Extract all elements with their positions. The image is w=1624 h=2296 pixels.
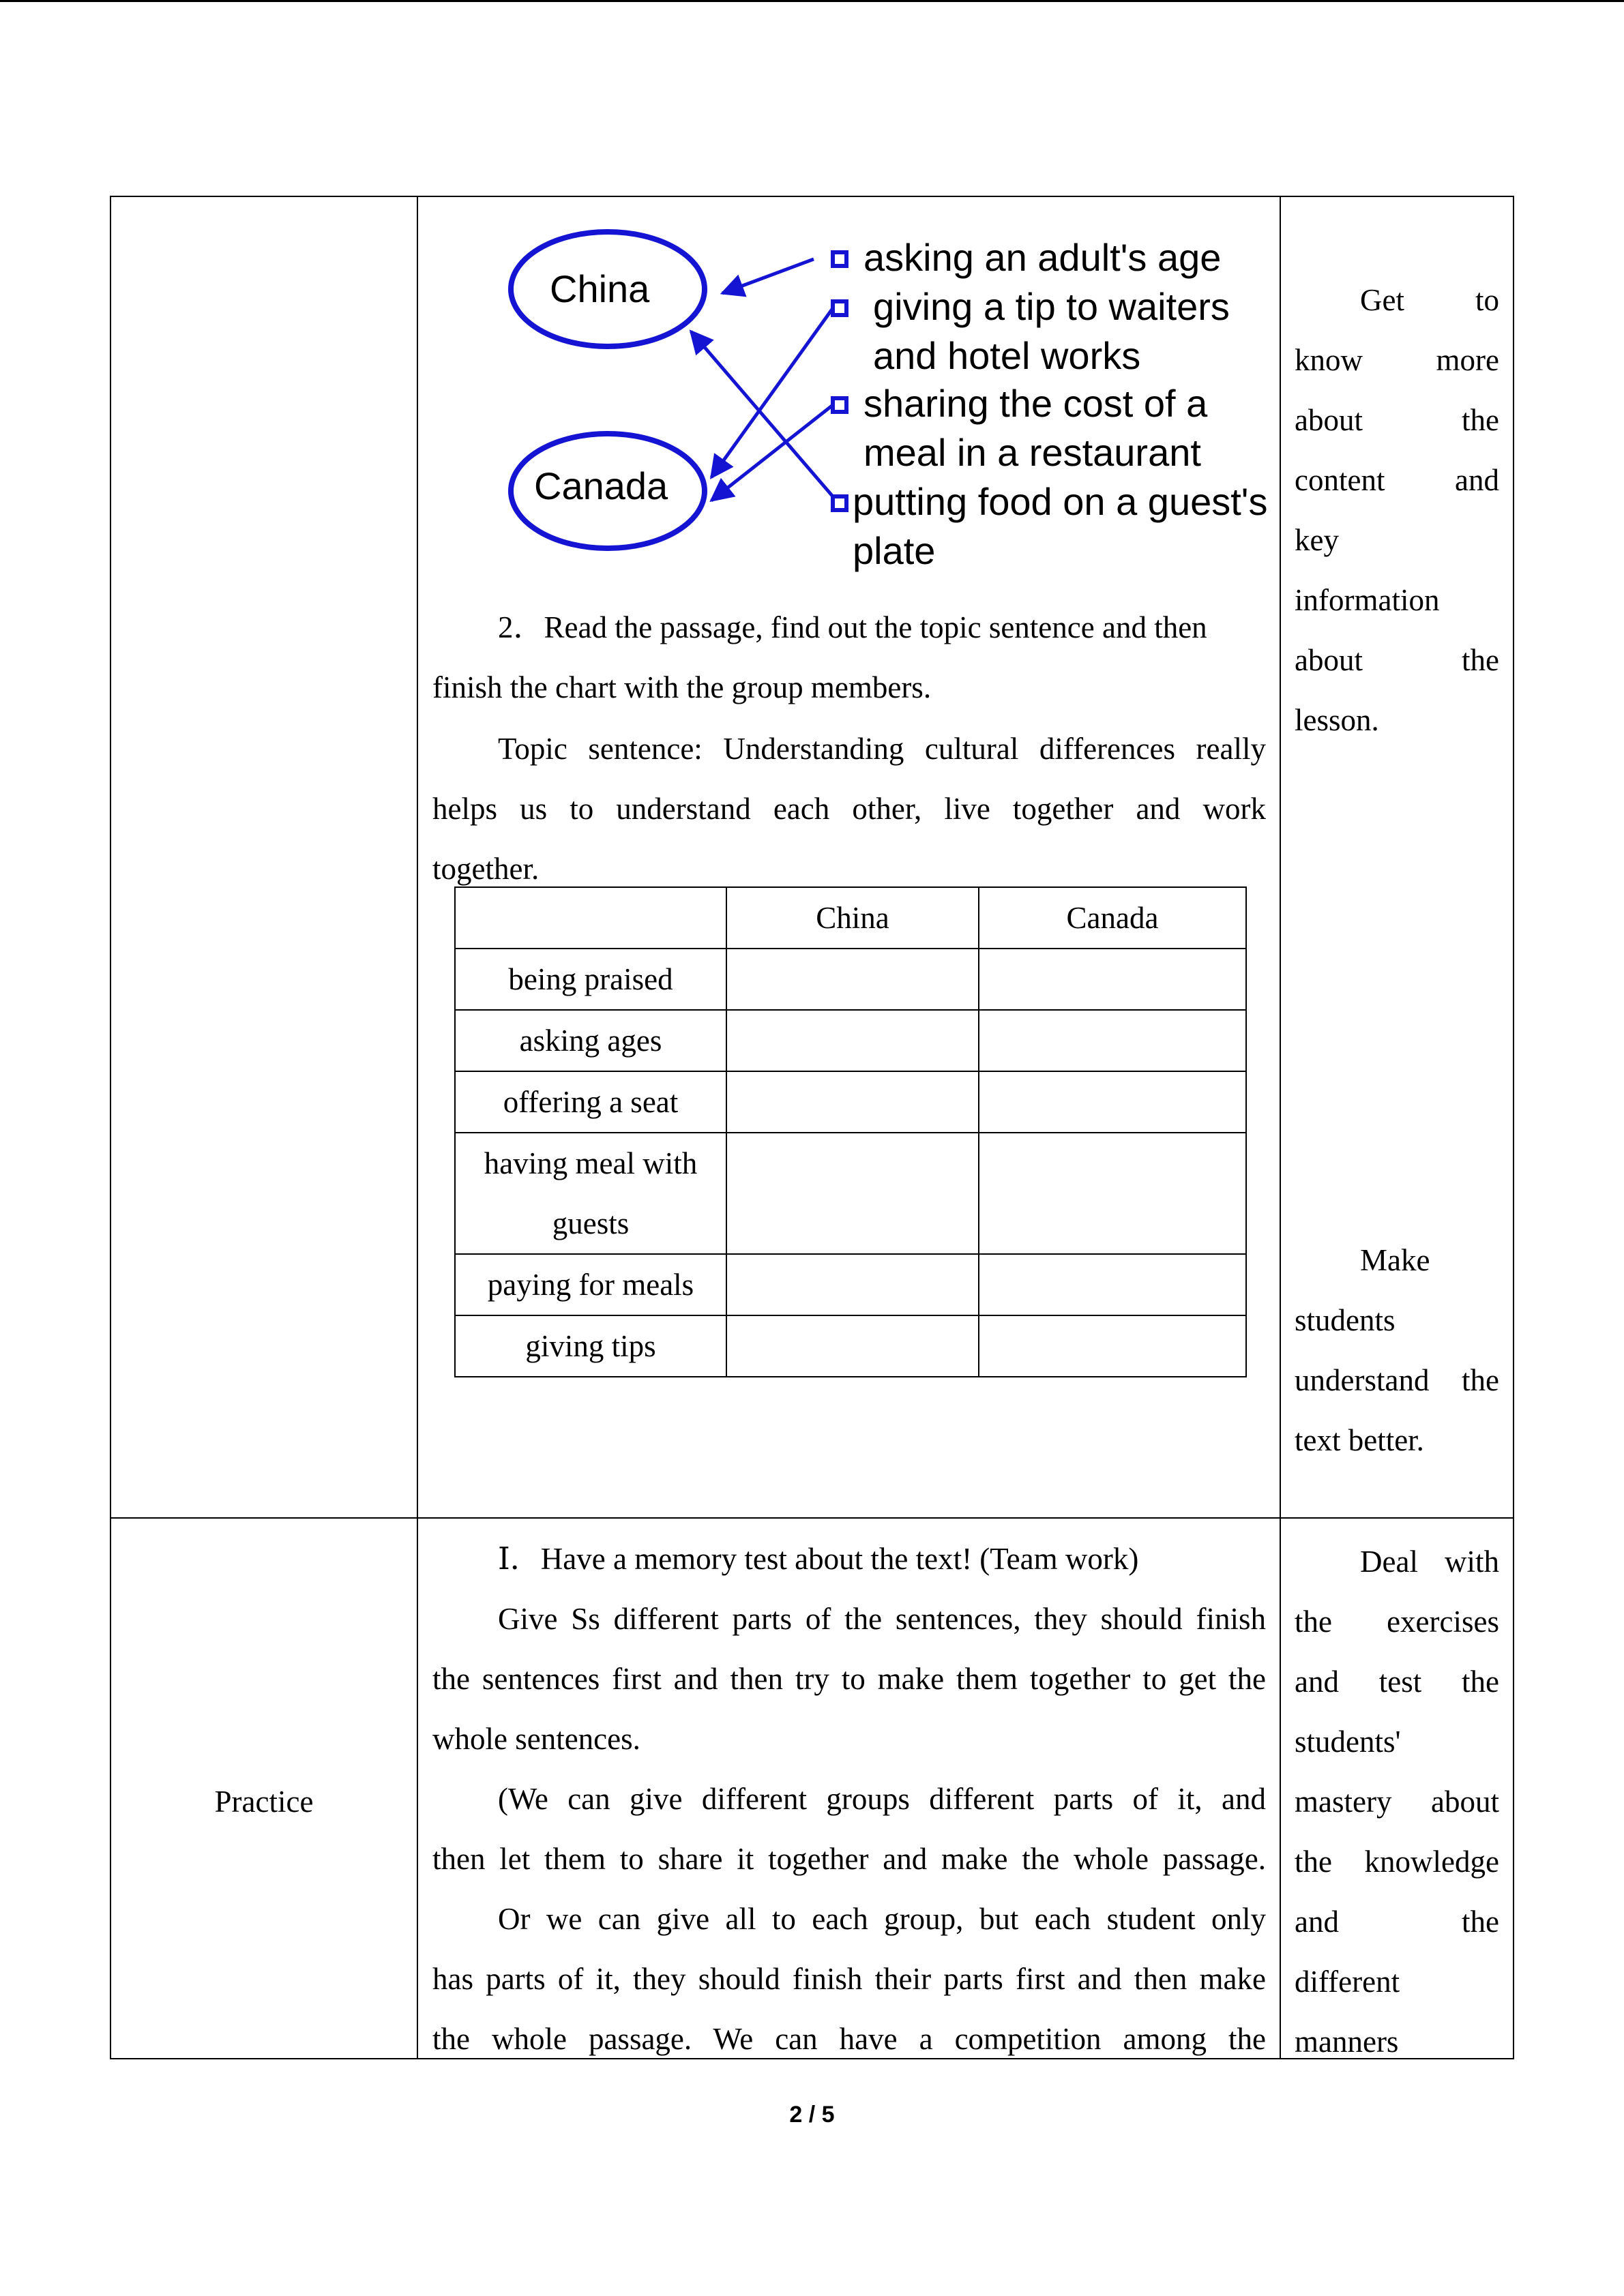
practice-line: then let them to share it together and make the whole passage. xyxy=(432,1842,1266,1876)
chart-header-cell: China xyxy=(726,887,979,949)
chart-row-label xyxy=(455,1133,726,1254)
practice-line: Give Ss different parts of the sentences, they should finish xyxy=(498,1602,1266,1636)
chart-row-label: asking ages xyxy=(455,1010,726,1071)
aim-line: content and xyxy=(1295,463,1499,497)
chart-empty-cell[interactable] xyxy=(726,949,979,1010)
bullet-square xyxy=(833,252,846,266)
aim-line: the knowledge xyxy=(1295,1845,1499,1879)
diagram-item: and hotel works xyxy=(873,334,1141,377)
aim-line: and test the xyxy=(1295,1665,1499,1699)
table-right-border xyxy=(1513,196,1514,2059)
topic-line: Topic sentence: Understanding cultural differences really xyxy=(498,732,1266,766)
top-border xyxy=(0,0,1624,2)
chart-empty-cell[interactable] xyxy=(726,1010,979,1071)
step2-line: finish the chart with the group members. xyxy=(432,670,932,704)
chart-header-cell: Canada xyxy=(979,887,1246,949)
step2-line: 2．Read the passage, find out the topic sentence and then xyxy=(498,610,1207,644)
arrow-food-to-china xyxy=(691,331,833,496)
chart-empty-cell[interactable] xyxy=(979,1254,1246,1315)
aim-line: about the xyxy=(1295,403,1499,437)
diagram-item: putting food on a guest's xyxy=(853,480,1268,523)
aim-line: Make xyxy=(1360,1243,1430,1277)
comparison-chart xyxy=(454,886,1247,1377)
practice-heading: Ⅰ．Have a memory test about the text! (Team work) xyxy=(498,1542,1139,1576)
chart-row-label: giving tips xyxy=(455,1315,726,1377)
bullet-square xyxy=(833,301,846,315)
china-label: China xyxy=(550,267,650,310)
aim-line: lesson. xyxy=(1295,703,1379,737)
diagram-item: meal in a restaurant xyxy=(863,431,1201,474)
practice-line: the sentences first and then try to make them together to get the xyxy=(432,1662,1266,1696)
chart-empty-cell[interactable] xyxy=(979,1071,1246,1133)
practice-line: Or we can give all to each group, but each student only xyxy=(498,1902,1266,1936)
topic-line: helps us to understand each other, live together and work xyxy=(432,792,1266,826)
aim-line: understand the xyxy=(1295,1363,1499,1397)
aim-line: about the xyxy=(1295,643,1499,677)
practice-line: has parts of it, they should finish their parts first and then make xyxy=(432,1962,1266,1996)
aim-line: information xyxy=(1295,583,1440,617)
table-row-divider xyxy=(110,1517,1514,1519)
table-top-border xyxy=(110,196,1514,197)
topic-line: together. xyxy=(432,852,540,886)
aim-line: and the xyxy=(1295,1905,1499,1939)
chart-row-label: offering a seat xyxy=(455,1071,726,1133)
chart-row-label: paying for meals xyxy=(455,1254,726,1315)
aim-line: key xyxy=(1295,523,1339,557)
diagram-item: giving a tip to waiters xyxy=(873,285,1230,328)
aim-line: different xyxy=(1295,1965,1400,1999)
practice-line: (We can give different groups different parts of it, and xyxy=(498,1782,1266,1816)
practice-label: Practice xyxy=(214,1785,314,1819)
chart-row-label: being praised xyxy=(455,949,726,1010)
chart-empty-cell[interactable] xyxy=(979,1010,1246,1071)
bullet-square xyxy=(833,398,846,412)
chart-empty-cell[interactable] xyxy=(726,1133,979,1254)
chart-empty-cell[interactable] xyxy=(979,1315,1246,1377)
aim-line: Deal with xyxy=(1360,1545,1499,1579)
canada-label: Canada xyxy=(534,464,668,507)
aim-line: students xyxy=(1295,1303,1396,1337)
chart-empty-cell[interactable] xyxy=(726,1315,979,1377)
chart-row-label-line: having meal with xyxy=(484,1146,698,1180)
bullet-square xyxy=(833,496,846,510)
aim-line: students' xyxy=(1295,1725,1401,1759)
chart-empty-cell[interactable] xyxy=(979,1133,1246,1254)
arrow-age-to-china xyxy=(722,259,814,293)
table-left-border xyxy=(110,196,111,2059)
diagram-item: asking an adult's age xyxy=(863,236,1222,279)
diagram-item: sharing the cost of a xyxy=(863,382,1208,425)
table-bottom-border xyxy=(110,2058,1514,2059)
aim-line: mastery about xyxy=(1295,1785,1499,1819)
aim-line: Get to xyxy=(1360,283,1499,317)
page-number: 2 / 5 xyxy=(789,2102,835,2128)
aim-column-1 xyxy=(1295,270,1499,750)
aim-column-3 xyxy=(1295,1532,1499,2057)
chart-header-cell xyxy=(455,887,726,949)
practice-line: the whole passage. We can have a competition among the xyxy=(432,2022,1266,2056)
practice-line: whole sentences. xyxy=(432,1722,640,1756)
chart-empty-cell[interactable] xyxy=(726,1071,979,1133)
chart-row-label-line: guests xyxy=(552,1206,630,1240)
aim-line: know more xyxy=(1295,343,1499,377)
aim-line: text better. xyxy=(1295,1423,1424,1457)
chart-empty-cell[interactable] xyxy=(979,949,1246,1010)
diagram-item: plate xyxy=(853,529,936,572)
aim-line: the exercises xyxy=(1295,1605,1499,1639)
aim-column-2 xyxy=(1295,1230,1499,1470)
aim-line: manners xyxy=(1295,2025,1399,2057)
chart-empty-cell[interactable] xyxy=(726,1254,979,1315)
